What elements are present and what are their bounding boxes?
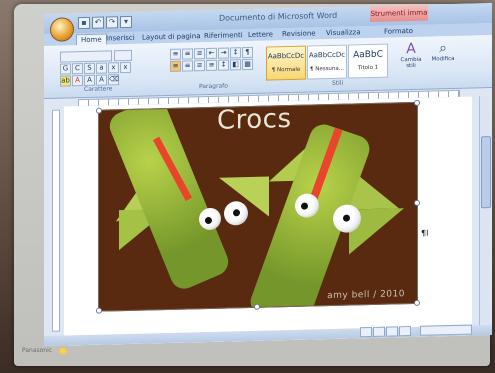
style-name: Titolo 1 <box>357 64 379 72</box>
decrease-indent-icon[interactable]: ⇤ <box>206 48 217 59</box>
change-styles-label: Cambia stili <box>400 56 422 70</box>
tab-home[interactable]: Home <box>76 33 107 46</box>
web-layout-view-button[interactable] <box>386 326 398 336</box>
style-name: ¶ Nessuna... <box>309 65 345 73</box>
pupil <box>343 215 350 222</box>
subscript-icon[interactable]: x <box>108 62 119 73</box>
sort-icon[interactable]: ↕ <box>230 47 241 58</box>
style-sample: AaBbCcDc <box>267 51 305 61</box>
font-name-dropdown[interactable] <box>60 50 112 62</box>
find-icon: ⌕ <box>439 40 447 57</box>
vertical-scrollbar[interactable] <box>479 96 490 326</box>
undo-icon[interactable]: ↶ <box>92 17 104 29</box>
picture-tools-context-title: Strumenti imma <box>370 5 428 22</box>
zoom-slider[interactable] <box>420 325 472 336</box>
tab-references[interactable]: Riferimenti <box>204 31 243 41</box>
shading-icon[interactable]: ◧ <box>230 59 241 70</box>
align-right-icon[interactable]: ≡ <box>194 60 205 71</box>
style-heading-1[interactable] <box>348 44 388 79</box>
pupil <box>205 217 212 224</box>
window-title: Documento di Microsoft Word <box>219 10 338 23</box>
align-left-icon[interactable]: ≡ <box>170 61 181 72</box>
left-croc-eye <box>224 201 248 226</box>
underline-icon[interactable]: S <box>84 63 95 74</box>
clear-format-icon[interactable]: ⌫ <box>108 74 119 85</box>
align-center-icon[interactable]: ≡ <box>182 60 193 71</box>
change-styles-button[interactable] <box>398 41 424 78</box>
crocs-picture[interactable] <box>98 102 418 312</box>
word-window <box>44 3 492 346</box>
scrollbar-thumb[interactable] <box>481 136 491 208</box>
document-page[interactable] <box>64 97 472 346</box>
superscript-icon[interactable]: x <box>120 62 131 73</box>
increase-indent-icon[interactable]: ⇥ <box>218 47 229 58</box>
change-styles-icon: A <box>406 40 416 58</box>
justify-icon[interactable]: ≡ <box>206 60 217 71</box>
redo-icon[interactable]: ↷ <box>106 16 118 28</box>
tab-review[interactable]: Revisione <box>282 29 316 39</box>
style-name: ¶ Normale <box>271 66 301 74</box>
edit-button[interactable] <box>430 40 456 77</box>
paragraph-mark: ¶I <box>421 228 429 238</box>
show-marks-icon[interactable]: ¶ <box>242 47 253 58</box>
monitor-brand-logo: Panasonic <box>22 347 53 354</box>
resize-handle[interactable] <box>414 300 420 306</box>
strikethrough-icon[interactable]: a <box>96 62 107 73</box>
shrink-font-icon[interactable]: A <box>96 74 107 85</box>
pupil <box>233 209 240 216</box>
style-normal[interactable] <box>266 46 306 81</box>
style-sample: AaBbCcDc <box>308 50 346 60</box>
resize-handle[interactable] <box>254 304 260 310</box>
group-label-styles: Stili <box>332 79 344 87</box>
customize-toolbar-icon[interactable]: ▾ <box>120 16 132 28</box>
style-sample: AaBbC <box>353 49 383 61</box>
font-color-icon[interactable]: A <box>72 75 83 86</box>
tab-view[interactable]: Visualizza <box>326 28 361 38</box>
resize-handle[interactable] <box>414 100 420 106</box>
resize-handle[interactable] <box>414 200 420 206</box>
group-label-font: Carattere <box>84 85 113 94</box>
highlight-icon[interactable]: ab <box>60 75 71 86</box>
picture-title-text: Crocs <box>217 103 292 136</box>
vertical-ruler[interactable] <box>52 110 60 332</box>
tab-insert[interactable]: Inserisci <box>106 33 135 43</box>
multilevel-icon[interactable]: ≡ <box>194 48 205 59</box>
print-layout-view-button[interactable] <box>360 327 372 337</box>
group-label-paragraph: Paragrafo <box>199 82 228 91</box>
power-led <box>60 348 66 354</box>
monitor-bezel <box>14 4 490 366</box>
tab-mailings[interactable]: Lettere <box>248 30 273 40</box>
full-screen-view-button[interactable] <box>373 327 385 337</box>
edit-label: Modifica <box>431 55 455 63</box>
resize-handle[interactable] <box>96 308 102 314</box>
left-croc-eye <box>199 208 221 231</box>
outline-view-button[interactable] <box>399 326 411 336</box>
italic-icon[interactable]: C <box>72 63 83 74</box>
style-no-spacing[interactable] <box>307 45 347 80</box>
numbering-icon[interactable]: ≡ <box>182 48 193 59</box>
bold-icon[interactable]: G <box>60 63 71 74</box>
tab-format[interactable]: Formato <box>384 26 413 36</box>
pupil <box>301 203 308 210</box>
tab-page-layout[interactable]: Layout di pagina <box>142 32 201 42</box>
font-size-dropdown[interactable] <box>114 50 132 61</box>
ribbon <box>44 35 492 99</box>
line-spacing-icon[interactable]: ↕ <box>218 59 229 70</box>
grow-font-icon[interactable]: A <box>84 75 95 86</box>
picture-credit-text: amy bell / 2010 <box>327 289 405 302</box>
borders-icon[interactable]: ▦ <box>242 59 253 70</box>
save-icon[interactable]: ▪ <box>78 17 90 29</box>
bullets-icon[interactable]: ≡ <box>170 49 181 60</box>
